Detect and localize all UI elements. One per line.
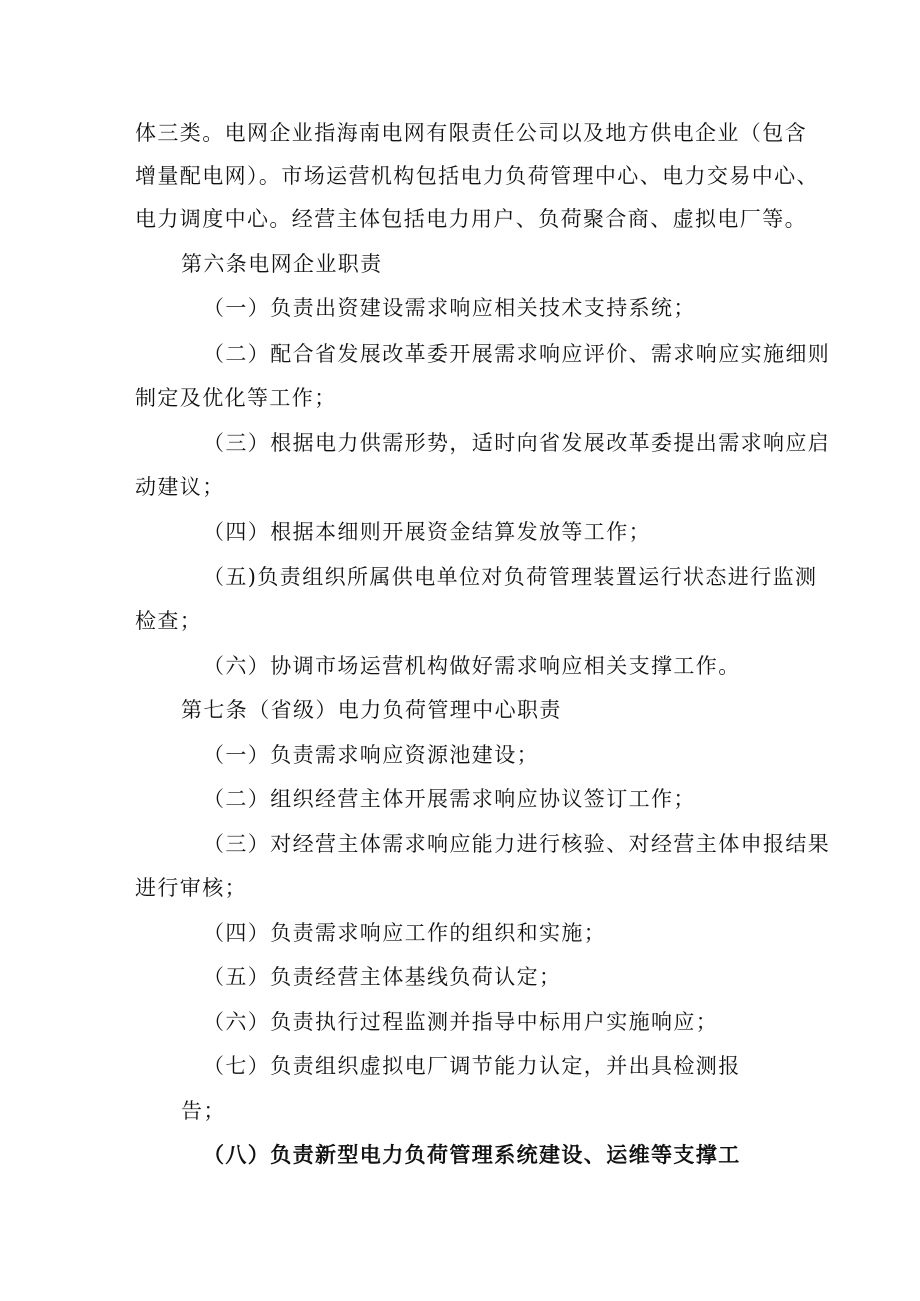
article-heading: 第六条电网企业职责 [181, 252, 383, 276]
article-heading: 第七条（省级）电力负荷管理中心职责 [181, 698, 562, 722]
list-item: （三）根据电力供需形势，适时向省发展改革委提出需求响应启 [203, 431, 831, 455]
text-line: 增量配电网）。市场运营机构包括电力负荷管理中心、电力交易中心、 [135, 164, 819, 188]
text-line: 动建议； [135, 475, 225, 499]
list-item: （二）配合省发展改革委开展需求响应评价、需求响应实施细则 [203, 342, 831, 366]
list-item: （六）协调市场运营机构做好需求响应相关支撑工作。 [203, 654, 741, 678]
list-item: （二）组织经营主体开展需求响应协议签订工作； [203, 787, 696, 811]
list-item: （三）对经营主体需求响应能力进行核验、对经营主体申报结果 [203, 832, 831, 856]
list-item: （五)负责组织所属供电单位对负荷管理装置运行状态进行监测 [203, 565, 818, 589]
list-item: （五）负责经营主体基线负荷认定； [203, 965, 562, 989]
list-item: （四）根据本细则开展资金结算发放等工作； [203, 520, 651, 544]
list-item: （七）负责组织虚拟电厂调节能力认定，并出具检测报 [203, 1054, 741, 1078]
text-line: 电力调度中心。经营主体包括电力用户、负荷聚合商、虚拟电厂等。 [135, 207, 807, 231]
text-line: 制定及优化等工作； [135, 386, 337, 410]
list-item: （一）负责需求响应资源池建设； [203, 743, 539, 767]
text-line: 检查； [135, 609, 203, 633]
list-item: （一）负责出资建设需求响应相关技术支持系统； [203, 296, 696, 320]
list-item: （四）负责需求响应工作的组织和实施； [203, 921, 607, 945]
text-line: 体三类。电网企业指海南电网有限责任公司以及地方供电企业（包含 [135, 121, 807, 145]
text-line: 进行审核； [135, 876, 247, 900]
text-line: 告； [181, 1099, 226, 1123]
list-item: （六）负责执行过程监测并指导中标用户实施响应； [203, 1010, 719, 1034]
list-item: （八）负责新型电力负荷管理系统建设、运维等支撑工 [203, 1142, 741, 1167]
